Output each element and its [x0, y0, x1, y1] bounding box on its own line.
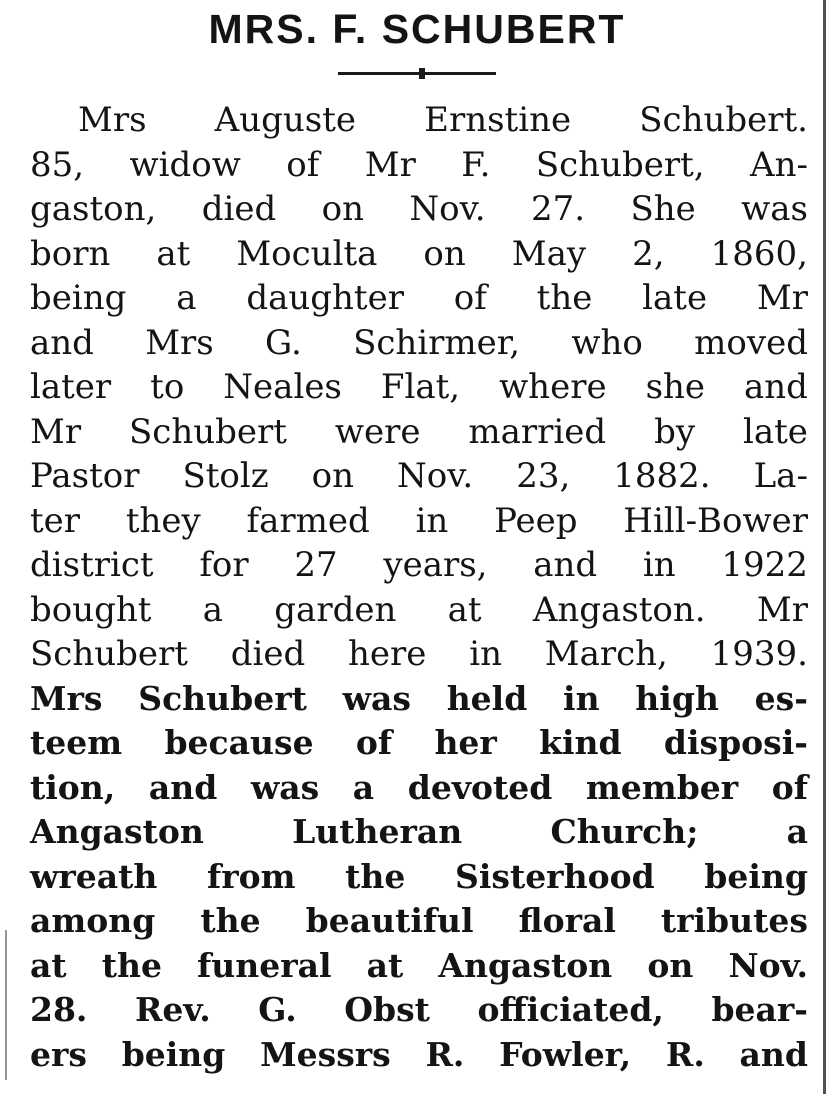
article-line: Angaston Lutheran Church; a	[30, 812, 808, 851]
article-line: and Mrs G. Schirmer, who moved	[30, 322, 808, 363]
article-line: later to Neales Flat, where she and	[30, 367, 808, 407]
article-line: wreath from the Sisterhood being	[30, 856, 808, 896]
article-line: bought a garden at Angaston. Mr	[30, 589, 808, 630]
article-line: among the beautiful floral tributes	[30, 901, 808, 940]
article-line: district for 27 years, and in 1922	[30, 545, 808, 585]
article-line: Mrs Schubert was held in high es-	[30, 678, 808, 718]
article-line: ers being Messrs R. Fowler, R. and	[30, 1034, 808, 1074]
headline: MRS. F. SCHUBERT	[208, 6, 626, 52]
article-line: Mrs Auguste Ernstine Schubert.	[78, 100, 808, 140]
article-line: tion, and was a devoted member of	[30, 767, 808, 807]
article-body	[30, 98, 808, 1077]
article-line: 28. Rev. G. Obst officiated, bear-	[30, 990, 808, 1029]
column-edge-left	[5, 930, 11, 1080]
article-line: Schubert died here in March, 1939.	[30, 634, 808, 674]
article-line: gaston, died on Nov. 27. She was	[30, 189, 808, 229]
article-line: Mr Schubert were married by late	[30, 411, 808, 452]
article-line: being a daughter of the late Mr	[30, 278, 808, 318]
headline-rule	[338, 72, 496, 75]
headline-rule-ornament	[419, 68, 425, 79]
article-line: at the funeral at Angaston on Nov.	[30, 945, 808, 985]
article-line: teem because of her kind disposi-	[30, 723, 808, 762]
column-rule-right	[823, 0, 834, 1094]
article-line: born at Moculta on May 2, 1860,	[30, 233, 808, 274]
article-line: Pastor Stolz on Nov. 23, 1882. La-	[30, 456, 808, 496]
article-line: 85, widow of Mr F. Schubert, An-	[30, 144, 808, 185]
article-line: ter they farmed in Peep Hill-Bower	[30, 500, 808, 541]
